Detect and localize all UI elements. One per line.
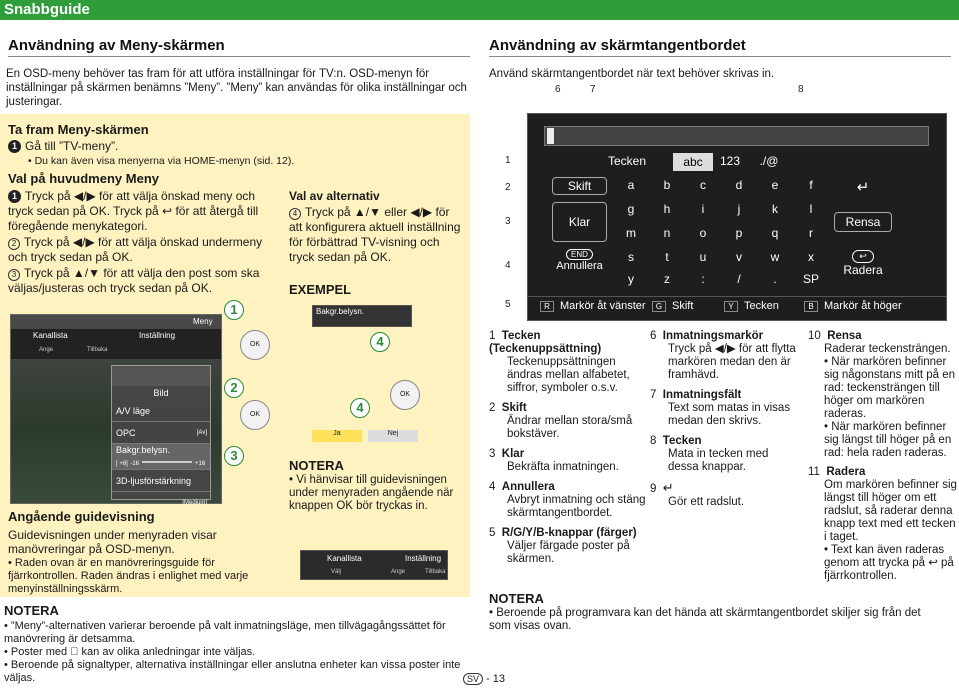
- callout-2: 2: [505, 182, 511, 193]
- lang-badge: SV: [463, 673, 483, 685]
- right-intro: Använd skärmtangentbordet när text behöver skrivas in.: [489, 68, 775, 80]
- char-key[interactable]: w: [770, 250, 780, 264]
- y-key-icon: Y: [724, 301, 738, 312]
- callout-3: 3: [224, 446, 244, 466]
- ok-button-icon: OK: [390, 380, 420, 410]
- char-key[interactable]: s: [628, 250, 634, 264]
- char-key[interactable]: l: [809, 202, 813, 216]
- bottom-note-title: NOTERA: [4, 603, 59, 618]
- enter-icon[interactable]: ↵: [856, 179, 870, 196]
- note-text: Vi hänvisar till guidevisningen under menyraden angående när knappen OK bör tryckas in.: [289, 474, 454, 512]
- menu-tab-kanallista: Kanallista: [33, 331, 68, 340]
- menu-btn-ange: Ange: [39, 347, 54, 353]
- page-number: 13: [492, 673, 506, 685]
- example-yes-button[interactable]: Ja: [312, 430, 362, 442]
- char-key[interactable]: i: [701, 202, 705, 216]
- desc-item: 4 Annullera Avbryt inmatning och stäng skärmtangentbordet.: [489, 481, 646, 519]
- char-key[interactable]: .: [773, 272, 777, 286]
- enter-icon: ↵: [662, 480, 674, 495]
- menu-icon-row: [112, 366, 210, 386]
- callout-8: 8: [798, 84, 804, 95]
- desc-item: 8 Tecken Mata in tecken med dessa knappar.: [650, 435, 769, 473]
- desc-item: 2 Skift Ändrar mellan stora/små bokstäver.: [489, 402, 633, 440]
- input-field[interactable]: [544, 126, 929, 146]
- callout-4: 4: [370, 332, 390, 352]
- desc-item: 11 Radera Om markören befinner sig längst till höger om ett radslut, så raderar denna knapp text med ett tecken i taget. • Text kan även raderas genom att trycka på ↩ på fjärrkontrollen.: [808, 466, 957, 582]
- b-key-icon: B: [804, 301, 818, 312]
- char-key[interactable]: a: [627, 178, 635, 192]
- bottom-label-left: Markör åt vänster: [560, 300, 646, 312]
- callout-3: 3: [505, 216, 511, 227]
- char-key[interactable]: x: [808, 250, 814, 264]
- rensa-key[interactable]: Rensa: [834, 212, 892, 232]
- bottom-label-right: Markör åt höger: [824, 300, 902, 312]
- step1-text: Tryck på ◀/▶ för att välja önskad meny och tryck sedan på OK. Tryck på ↩ för att återgå till föregående menykategori.: [8, 189, 259, 233]
- left-intro: En OSD-meny behöver tas fram för att utföra inställningar för TV:n. OSD-menyn för inställningar på skärmen benämns ”Meny”. ”Meny” kan användas för olika inställningar och justeringar.: [6, 68, 467, 108]
- desc-column-2: [650, 330, 800, 509]
- char-key[interactable]: k: [772, 202, 778, 216]
- char-key[interactable]: SP: [802, 272, 819, 286]
- onscreen-keyboard: [527, 113, 947, 321]
- back-icon: ↩: [852, 250, 874, 263]
- callout-4: 4: [350, 398, 370, 418]
- desc-item: 9 ↵ Gör ett radslut.: [650, 480, 745, 508]
- right-note-text: Beroende på programvara kan det hända att skärmtangentbordet skiljer sig från det som visas ovan.: [489, 607, 921, 632]
- char-key[interactable]: u: [699, 250, 707, 264]
- bottom-note: • Poster med ⃠ kan av olika anledningar inte väljas.: [4, 646, 256, 658]
- input-cursor: [547, 128, 554, 144]
- desc-item: 7 Inmatningsfält Text som matas in visas medan den skrivs.: [650, 389, 791, 427]
- step3-text: Tryck på ▲/▼ för att välja den post som ska väljas/justeras och tryck sedan på OK.: [8, 266, 260, 295]
- step2-text: Tryck på ◀/▶ för att välja önskad undermeny och tryck sedan på OK.: [8, 235, 263, 264]
- ok-button-icon: OK: [240, 400, 270, 430]
- callout-6: 6: [555, 84, 561, 95]
- divider: [8, 56, 470, 57]
- callout-7: 7: [590, 84, 596, 95]
- menu-tab-installning: Inställning: [139, 331, 176, 340]
- desc-column-3: [808, 330, 958, 583]
- main-menu-title: Val på huvudmeny Meny: [8, 171, 159, 186]
- right-note-title: NOTERA: [489, 591, 544, 606]
- char-key[interactable]: h: [663, 202, 671, 216]
- char-key[interactable]: n: [663, 226, 671, 240]
- step2-number-icon: 2: [8, 238, 20, 250]
- note-title: NOTERA: [289, 458, 344, 473]
- shift-key[interactable]: Skift: [552, 177, 607, 195]
- char-key[interactable]: r: [809, 226, 813, 240]
- step-goto-bullet: Du kan även visa menyerna via HOME-menyn (sid. 12).: [34, 155, 295, 167]
- example-slider: Bakgr.belysn.: [312, 305, 412, 327]
- alt-title: Val av alternativ: [289, 189, 380, 203]
- end-icon: END: [566, 249, 593, 260]
- callout-2: 2: [224, 378, 244, 398]
- char-key[interactable]: c: [700, 178, 706, 192]
- radera-key[interactable]: ↩ Radera: [843, 251, 883, 277]
- char-key[interactable]: o: [699, 226, 707, 240]
- step-number-icon: 1: [8, 140, 21, 153]
- char-key[interactable]: p: [735, 226, 743, 240]
- char-key[interactable]: t: [665, 250, 669, 264]
- char-key[interactable]: g: [627, 202, 635, 216]
- step1-number-icon: 1: [8, 190, 21, 203]
- menu-row[interactable]: Bakgr.belysn. [ +8] -16 +16: [112, 444, 210, 470]
- page-title: Snabbguide: [0, 0, 959, 20]
- step3-number-icon: 3: [8, 269, 20, 281]
- menu-btn-tillbaka: Tillbaka: [87, 347, 108, 353]
- tab-tecken[interactable]: Tecken: [607, 154, 647, 168]
- char-key[interactable]: m: [626, 226, 636, 240]
- bottom-note: • ”Meny”-alternativen varierar beroende på valt inmatningsläge, men tillvägagångssättet för manövrering är detsamma.: [4, 620, 446, 645]
- menu-row[interactable]: A/V läge: [112, 400, 210, 422]
- menu-category: Bild: [153, 388, 169, 398]
- tab-123[interactable]: 123: [719, 154, 741, 168]
- ok-button-icon: OK: [240, 330, 270, 360]
- g-key-icon: G: [652, 301, 666, 312]
- char-key[interactable]: :: [701, 272, 705, 286]
- callout-4: 4: [505, 260, 511, 271]
- menu-row[interactable]: OPC [Av]: [112, 422, 210, 444]
- char-key[interactable]: b: [663, 178, 671, 192]
- callout-5: 5: [505, 299, 511, 310]
- step4-text: Tryck på ▲/▼ eller ◀/▶ för att konfigurera aktuell inställning för förbättrad TV-visning och tryck sedan på OK.: [289, 205, 461, 264]
- guide-title: Angående guidevisning: [8, 509, 155, 524]
- char-key[interactable]: z: [664, 272, 670, 286]
- menu-screenshot: [10, 314, 222, 504]
- desc-item: 3 Klar Bekräfta inmatningen.: [489, 448, 619, 473]
- char-key[interactable]: y: [628, 272, 634, 286]
- desc-item: 10 Rensa Raderar teckensträngen. • När markören befinner sig någonstans mitt på en rad: teckensträngen till höger om markören raderas. • När markören befinner sig längst till höger på en rad: hela raden raderas.: [808, 330, 956, 459]
- example-no-button[interactable]: Nej: [368, 430, 418, 442]
- guide-text: Guidevisningen under menyraden visar manövreringar på OSD-menyn.: [8, 528, 217, 556]
- char-key[interactable]: v: [736, 250, 742, 264]
- example-guide-bar: Kanallista Inställning Välj Ange Tillbaka: [300, 550, 448, 580]
- char-key[interactable]: j: [737, 202, 741, 216]
- desc-column-1: [489, 330, 649, 566]
- step4-number-icon: 4: [289, 208, 301, 220]
- left-heading: Användning av Meny-skärmen: [8, 37, 225, 54]
- example-label: EXEMPEL: [289, 282, 352, 297]
- tab-symbols[interactable]: ./@: [759, 154, 779, 168]
- tab-abc[interactable]: abc: [673, 153, 713, 171]
- show-menu-title: Ta fram Meny-skärmen: [8, 122, 149, 137]
- desc-item: 5 R/G/Y/B-knappar (färger) Väljer färgade poster på skärmen.: [489, 527, 637, 565]
- step-goto: Gå till ”TV-meny”.: [25, 139, 119, 153]
- r-key-icon: R: [540, 301, 554, 312]
- char-key[interactable]: /: [737, 272, 741, 286]
- desc-item: 1 Tecken (Teckenuppsättning) Teckenuppsättningen ändras mellan alfabetet, siffror, symboler o.s.v.: [489, 330, 630, 394]
- bottom-label-tecken: Tecken: [744, 300, 779, 312]
- right-heading: Användning av skärmtangentbordet: [489, 37, 746, 54]
- guide-bullet: Raden ovan är en manövreringsguide för fjärrkontrollen. Raden ändras i enlighet med varje menyinställningsskärm.: [8, 557, 249, 595]
- klar-key[interactable]: Klar: [552, 202, 607, 242]
- char-key[interactable]: q: [771, 226, 779, 240]
- char-key[interactable]: e: [771, 178, 779, 192]
- annullera-key[interactable]: END Annullera: [556, 250, 603, 272]
- menu-row[interactable]: 3D-ljusförstärkning [Medium]: [112, 470, 210, 492]
- bottom-note: • Beroende på signaltyper, alternativa inställningar eller anslutna enheter kan vissa poster inte väljas.: [4, 659, 461, 684]
- char-key[interactable]: f: [809, 178, 813, 192]
- desc-item: 6 Inmatningsmarkör Tryck på ◀/▶ för att flytta markören medan den är framhävd.: [650, 330, 796, 381]
- bottom-label-shift: Skift: [672, 300, 694, 312]
- divider: [489, 56, 951, 57]
- callout-1: 1: [224, 300, 244, 320]
- callout-1: 1: [505, 155, 511, 166]
- char-key[interactable]: d: [735, 178, 743, 192]
- menu-label: Meny: [193, 317, 213, 326]
